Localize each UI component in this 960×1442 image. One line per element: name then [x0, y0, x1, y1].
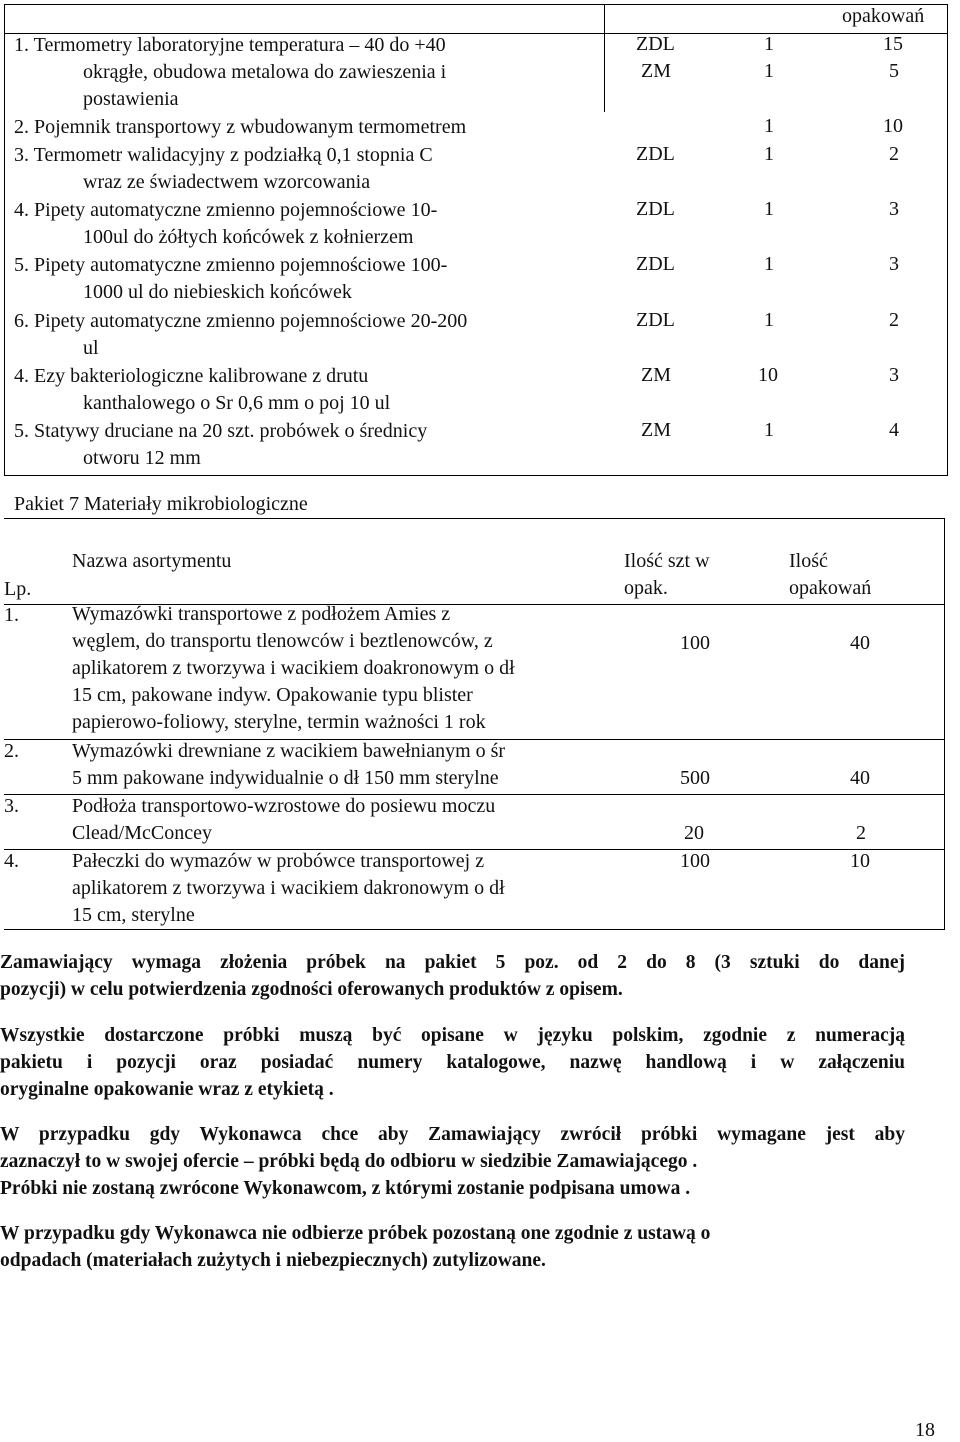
count-cell: 2 [856, 822, 866, 844]
table-row: 4. Pipety automatyczne zmienno pojemnościowe 10- 100ul do żółtych końcówek z kołnierzem [14, 199, 438, 248]
count-cell: 5 [889, 60, 899, 82]
table-row: 3. Termometr walidacyjny z podziałką 0,1 stopnia C wraz ze świadectwem wzorcowania [14, 144, 433, 193]
qty-cell: 100 [680, 632, 710, 654]
header-qty-line2: opak. [624, 577, 668, 599]
qty-cell: 10 [758, 364, 778, 386]
header-opakowan: opakowań [842, 5, 925, 27]
row-lp: 4. [4, 850, 19, 872]
table-row: 1. Termometry laboratoryjne temperatura – 40 do +40 okrągłe, obudowa metalowa do zawieszenia i postawienia [14, 34, 447, 110]
qty-cell: 1 [764, 253, 774, 275]
qty-cell: 20 [684, 822, 704, 844]
page-number: 18 [915, 1419, 935, 1441]
count-cell: 40 [850, 767, 870, 789]
header-lp: Lp. [4, 578, 32, 600]
unit-cell: ZM [641, 60, 671, 82]
count-cell: 15 [883, 33, 903, 55]
unit-cell: ZDL [636, 253, 675, 275]
qty-cell: 1 [764, 309, 774, 331]
qty-cell: 500 [680, 767, 710, 789]
row-lp: 2. [4, 740, 19, 762]
header-count: Ilość [789, 550, 828, 572]
table-row: 5. Pipety automatyczne zmienno pojemnościowe 100- 1000 ul do niebieskich końcówek [14, 254, 448, 303]
row-lp: 1. [4, 604, 19, 626]
table-row: 5. Statywy druciane na 20 szt. probówek o średnicy otworu 12 mm [14, 420, 428, 469]
count-cell: 3 [889, 198, 899, 220]
qty-cell: 1 [764, 198, 774, 220]
table-row: 4. Ezy bakteriologiczne kalibrowane z drutu kanthalowego o Sr 0,6 mm o poj 10 ul [14, 365, 391, 414]
table-row: Podłoża transportowo-wzrostowe do posiewu moczu Clead/McConcey [72, 795, 496, 844]
paragraph-sample-description: Wszystkie dostarczone próbki muszą być opisane w języku polskim, zgodnie z numeracją pakietu i pozycji oraz posiadać numery katalogowe, nazwę handlową i w załączeniu oryginalne opakowanie wraz z etykietą . [0, 1025, 905, 1100]
qty-cell: 1 [764, 143, 774, 165]
header-count-line2: opakowań [789, 577, 872, 599]
paragraph-sample-disposal: W przypadku gdy Wykonawca nie odbierze próbek pozostaną one zgodnie z ustawą o odpadach (materiałach zużytych i niebezpiecznych) zutylizowane. [0, 1223, 711, 1271]
table-row: Pałeczki do wymazów w probówce transportowej z aplikatorem z tworzywa i wacikiem dakronowym o dł 15 cm, sterylne [72, 850, 505, 926]
unit-cell: ZM [641, 364, 671, 386]
count-cell: 40 [850, 632, 870, 654]
table-row: 6. Pipety automatyczne zmienno pojemnościowe 20-200 ul [14, 310, 468, 359]
unit-cell: ZDL [636, 309, 675, 331]
qty-cell: 100 [680, 850, 710, 872]
unit-cell: ZDL [636, 33, 675, 55]
header-name: Nazwa asortymentu [72, 550, 232, 572]
count-cell: 3 [889, 364, 899, 386]
count-cell: 4 [889, 419, 899, 441]
count-cell: 10 [883, 115, 903, 137]
table-row: 2. Pojemnik transportowy z wbudowanym termometrem [14, 116, 467, 138]
table-row: Wymazówki transportowe z podłożem Amies z węglem, do transportu tlenowców i beztlenowców, z aplikatorem z tworzywa i wacikiem doakronowym o dł 15 cm, pakowane indyw. Opakowanie typu blister papierowo-foliowy, sterylne, termin ważności 1 rok [72, 603, 515, 733]
count-cell: 2 [889, 143, 899, 165]
qty-cell: 1 [764, 419, 774, 441]
count-cell: 2 [889, 309, 899, 331]
row-lp: 3. [4, 795, 19, 817]
count-cell: 10 [850, 850, 870, 872]
header-qty: Ilość szt w [624, 550, 710, 572]
qty-cell: 1 [764, 33, 774, 55]
qty-cell: 1 [764, 115, 774, 137]
unit-cell: ZDL [636, 143, 675, 165]
paragraph-sample-return: W przypadku gdy Wykonawca chce aby Zamawiający zwrócił próbki wymagane jest aby zaznaczył to w swojej ofercie – próbki będą do odbioru w siedzibie Zamawiającego . Próbki nie zostaną zwrócone Wykonawcom, z którymi zostanie podpisana umowa . [0, 1124, 905, 1199]
table-row: Wymazówki drewniane z wacikiem bawełnianym o śr 5 mm pakowane indywidualnie o dł 150 mm sterylne [72, 740, 506, 789]
unit-cell: ZM [641, 419, 671, 441]
qty-cell: 1 [764, 60, 774, 82]
count-cell: 3 [889, 253, 899, 275]
paragraph-samples-required: Zamawiający wymaga złożenia próbek na pakiet 5 poz. od 2 do 8 (3 sztuki do danej pozycji) w celu potwierdzenia zgodności oferowanych produktów z opisem. [0, 952, 905, 1000]
package-title: Pakiet 7 Materiały mikrobiologiczne [14, 493, 308, 515]
unit-cell: ZDL [636, 198, 675, 220]
